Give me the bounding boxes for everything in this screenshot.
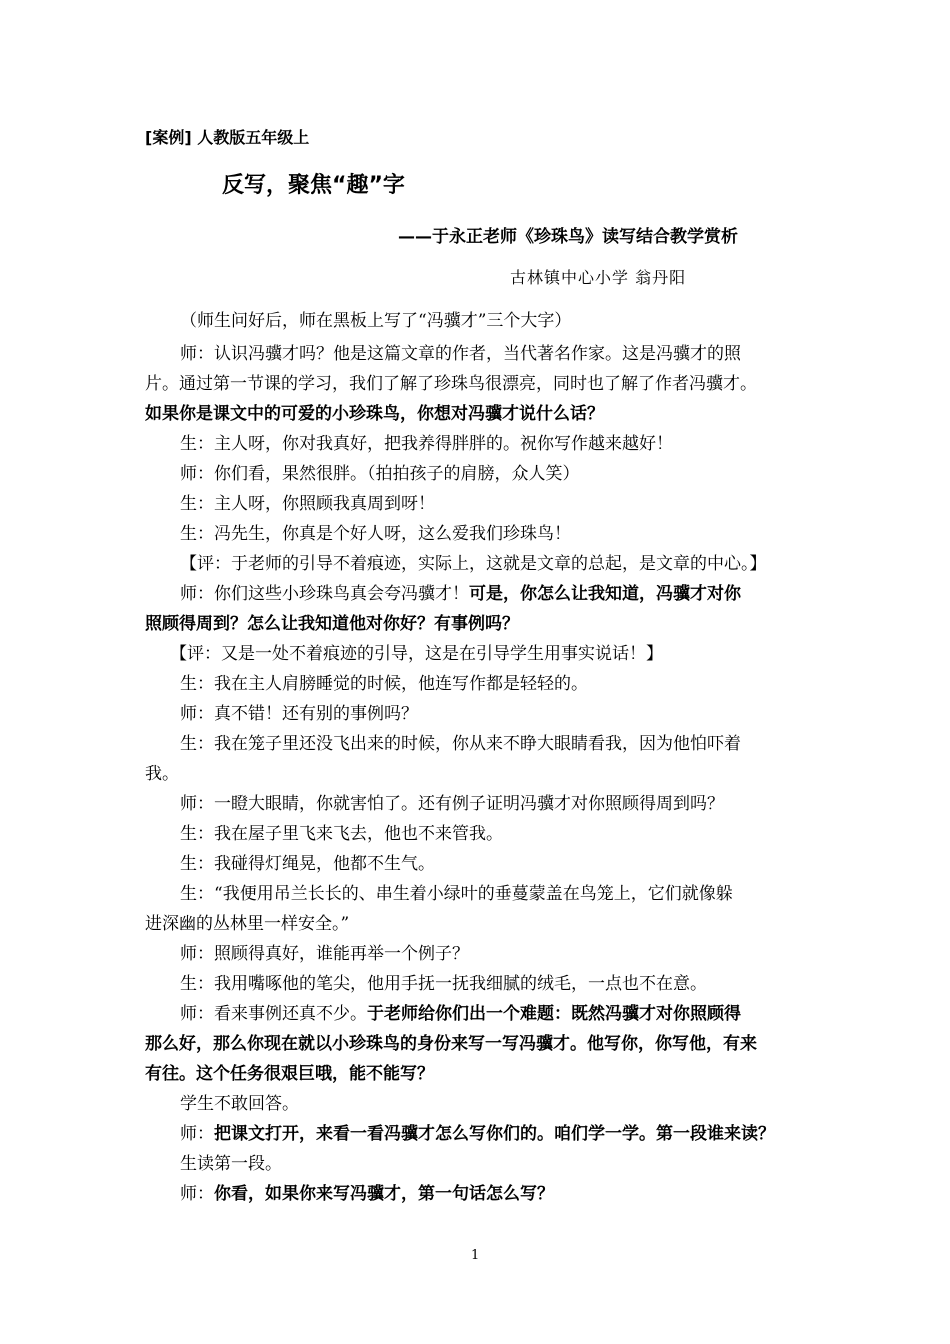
text-normal: 师： (180, 1184, 214, 1204)
page-number: 1 (471, 1248, 480, 1263)
paragraph-line: 生读第一段。 (180, 1154, 282, 1174)
paragraph-line (180, 1123, 775, 1145)
paragraph-line: 师：认识冯骥才吗？他是这篇文章的作者，当代著名作家。这是冯骥才的照 (180, 344, 741, 364)
paragraph-line: 生：我用嘴啄他的笔尖，他用手抚一抚我细腻的绒毛，一点也不在意。 (180, 974, 707, 994)
paragraph-line: （师生问好后，师在黑板上写了“冯骥才”三个大字） (180, 311, 572, 331)
paragraph-line: 生：我碰得灯绳晃，他都不生气。 (180, 854, 435, 874)
paragraph-line: 生：我在主人肩膀睡觉的时候，他连写作都是轻轻的。 (180, 674, 588, 694)
paragraph-line (180, 1183, 554, 1205)
author-line: 古林镇中心小学 翁丹阳 (510, 268, 687, 287)
paragraph-line: 如果你是课文中的可爱的小珍珠鸟，你想对冯骥才说什么话？ (145, 404, 604, 424)
paragraph-line: 片。通过第一节课的学习，我们了解了珍珠鸟很漂亮，同时也了解了作者冯骥才。 (145, 374, 757, 394)
text-bold: 把课文打开，来看一看冯骥才怎么写你们的。咱们学一学。第一段谁来读？ (214, 1124, 775, 1144)
text-bold: 你看，如果你来写冯骥才，第一句话怎么写？ (214, 1184, 554, 1204)
paragraph-line: 生：我在屋子里飞来飞去，他也不来管我。 (180, 824, 503, 844)
paragraph-line: 学生不敢回答。 (180, 1094, 299, 1114)
case-label: [案例] 人教版五年级上 (145, 128, 310, 147)
paragraph-line: 我。 (145, 764, 179, 784)
paragraph-line: 有往。这个任务很艰巨哦，能不能写？ (145, 1064, 434, 1084)
paragraph-line: 生：我在笼子里还没飞出来的时候，你从来不睁大眼睛看我，因为他怕吓着 (180, 734, 741, 754)
paragraph-line (180, 1003, 741, 1025)
paragraph-line: 师：你们看，果然很胖。（拍拍孩子的肩膀，众人笑） (180, 464, 580, 484)
comment-line: 【评：又是一处不着痕迹的引导，这是在引导学生用事实说话！】 (170, 644, 663, 664)
paragraph-line: 生：主人呀，你对我真好，把我养得胖胖的。祝你写作越来越好！ (180, 434, 673, 454)
paragraph-line: 师：真不错！还有别的事例吗？ (180, 704, 418, 724)
text-normal: 师：看来事例还真不少。 (180, 1004, 367, 1024)
paragraph-line: 那么好，那么你现在就以小珍珠鸟的身份来写一写冯骥才。他写你，你写他，有来 (145, 1034, 757, 1054)
page-title: 反写，聚焦“趣”字 (222, 173, 405, 198)
paragraph-line: 生：冯先生，你真是个好人呀，这么爱我们珍珠鸟！ (180, 524, 571, 544)
paragraph-line: 师：照顾得真好，谁能再举一个例子？ (180, 944, 469, 964)
comment-line: 【评：于老师的引导不着痕迹，实际上，这就是文章的总起，是文章的中心。】 (180, 554, 767, 574)
text-bold: 可是，你怎么让我知道，冯骥才对你 (469, 584, 741, 604)
paragraph-line (180, 583, 741, 605)
paragraph-line: 师：一瞪大眼睛，你就害怕了。还有例子证明冯骥才对你照顾得周到吗？ (180, 794, 724, 814)
paragraph-line: 进深幽的丛林里一样安全。” (145, 914, 350, 934)
paragraph-line: 生：“我便用吊兰长长的、串生着小绿叶的垂蔓蒙盖在鸟笼上，它们就像躲 (180, 884, 733, 904)
page-subtitle: ——于永正老师《珍珠鸟》读写结合教学赏析 (398, 227, 738, 247)
text-bold: 于老师给你们出一个难题：既然冯骥才对你照顾得 (367, 1004, 741, 1024)
paragraph-line: 照顾得周到？怎么让我知道他对你好？有事例吗？ (145, 614, 519, 634)
text-normal: 师： (180, 1124, 214, 1144)
paragraph-line: 生：主人呀，你照顾我真周到呀！ (180, 494, 435, 514)
text-normal: 师：你们这些小珍珠鸟真会夸冯骥才！ (180, 584, 469, 604)
